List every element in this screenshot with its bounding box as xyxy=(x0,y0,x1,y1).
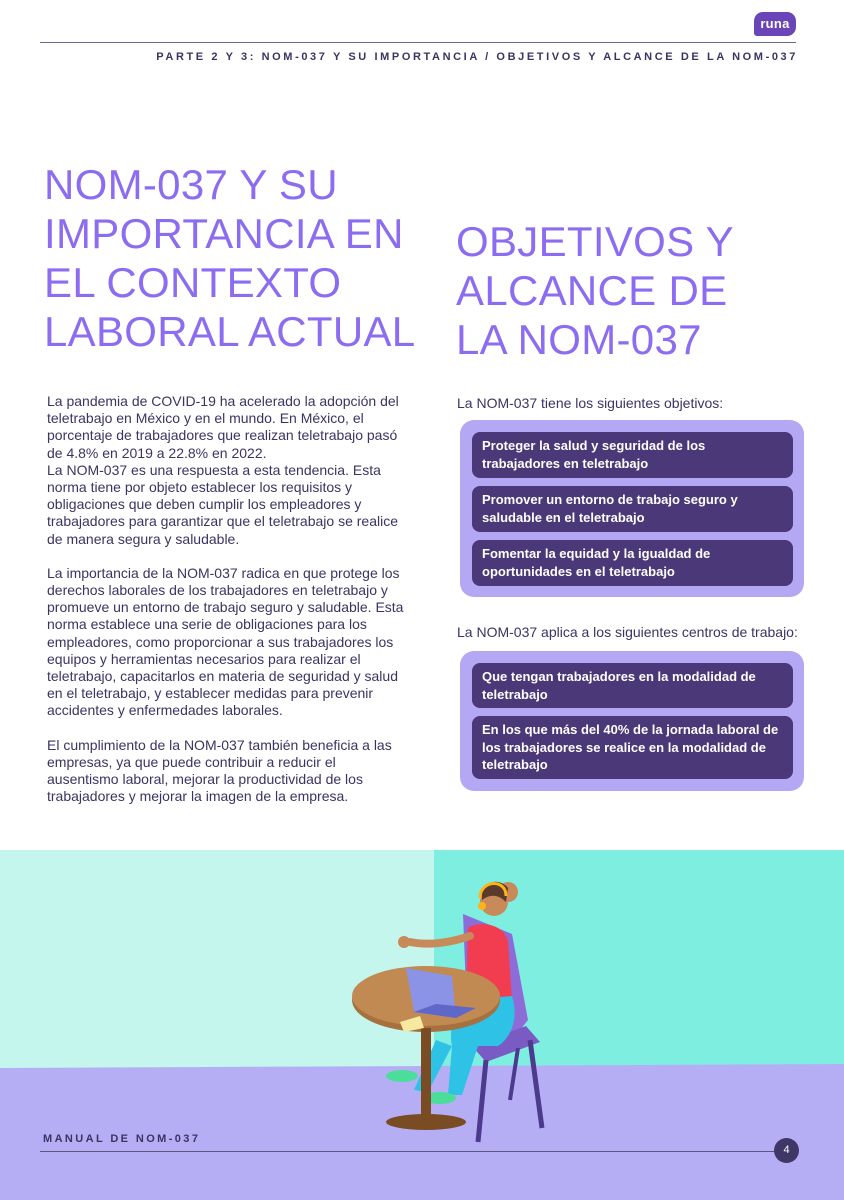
objectives-panel xyxy=(460,420,804,597)
runa-logo: runa xyxy=(754,12,796,36)
scope-intro: La NOM-037 aplica a los siguientes centros de trabajo: xyxy=(457,624,798,640)
scope-panel xyxy=(460,651,804,791)
remote-worker-illustration xyxy=(0,850,844,1200)
objective-card: Promover un entorno de trabajo seguro y saludable en el teletrabajo xyxy=(472,486,793,532)
footer-manual: MANUAL DE NOM-037 xyxy=(43,1133,201,1145)
objective-card: Proteger la salud y seguridad de los trabajadores en teletrabajo xyxy=(472,432,793,478)
footer-divider xyxy=(40,1151,785,1152)
header-divider xyxy=(40,42,796,43)
objective-card: Fomentar la equidad y la igualdad de oportunidades en el teletrabajo xyxy=(472,540,793,586)
page-number: 4 xyxy=(774,1138,799,1163)
paragraph: La importancia de la NOM-037 radica en que protege los derechos laborales de los trabajadores en teletrabajo y promueve un entorno de trabajo seguro y saludable. Esta norma establece una serie de obligaciones para los empleadores, como proporcionar a sus trabajadores los equipos y herramientas necesarios para realizar el teletrabajo, capacitarlos en materia de seguridad y salud en el teletrabajo, y establecer medidas para prevenir accidentes y enfermedades laborales. xyxy=(47,564,404,719)
shoe-icon xyxy=(386,1070,418,1082)
scope-card: Que tengan trabajadores en la modalidad de teletrabajo xyxy=(472,663,793,708)
body-text xyxy=(47,393,407,822)
right-title: OBJETIVOS Y ALCANCE DE LA NOM-037 xyxy=(456,218,734,363)
scope-card: En los que más del 40% de la jornada laboral de los trabajadores se realice en la modalidad de teletrabajo xyxy=(472,716,793,779)
left-title: NOM-037 Y SU IMPORTANCIA EN EL CONTEXTO LABORAL ACTUAL xyxy=(44,161,416,355)
paragraph: El cumplimiento de la NOM-037 también beneficia a las empresas, ya que puede contribuir a reducir el ausentismo laboral, mejorar la productividad de los trabajadores y mejorar la imagen de la empresa. xyxy=(47,736,392,805)
objectives-intro: La NOM-037 tiene los siguientes objetivos: xyxy=(457,395,724,411)
paragraph: La pandemia de COVID-19 ha acelerado la adopción del teletrabajo en México y en el mundo. En México, el porcentaje de trabajadores que realizan teletrabajo pasó de 4.8% en 2019 a 22.8% en 2022. La NOM-037 es una respuesta a esta tendencia. Esta norma tiene por objeto establecer los requisitos y obligaciones que deben cumplir los empleadores y trabajadores para garantizar que el teletrabajo se realice de manera segura y saludable. xyxy=(47,393,399,547)
section-header: PARTE 2 Y 3: NOM-037 Y SU IMPORTANCIA / OBJETIVOS Y ALCANCE DE LA NOM-037 xyxy=(156,51,798,63)
